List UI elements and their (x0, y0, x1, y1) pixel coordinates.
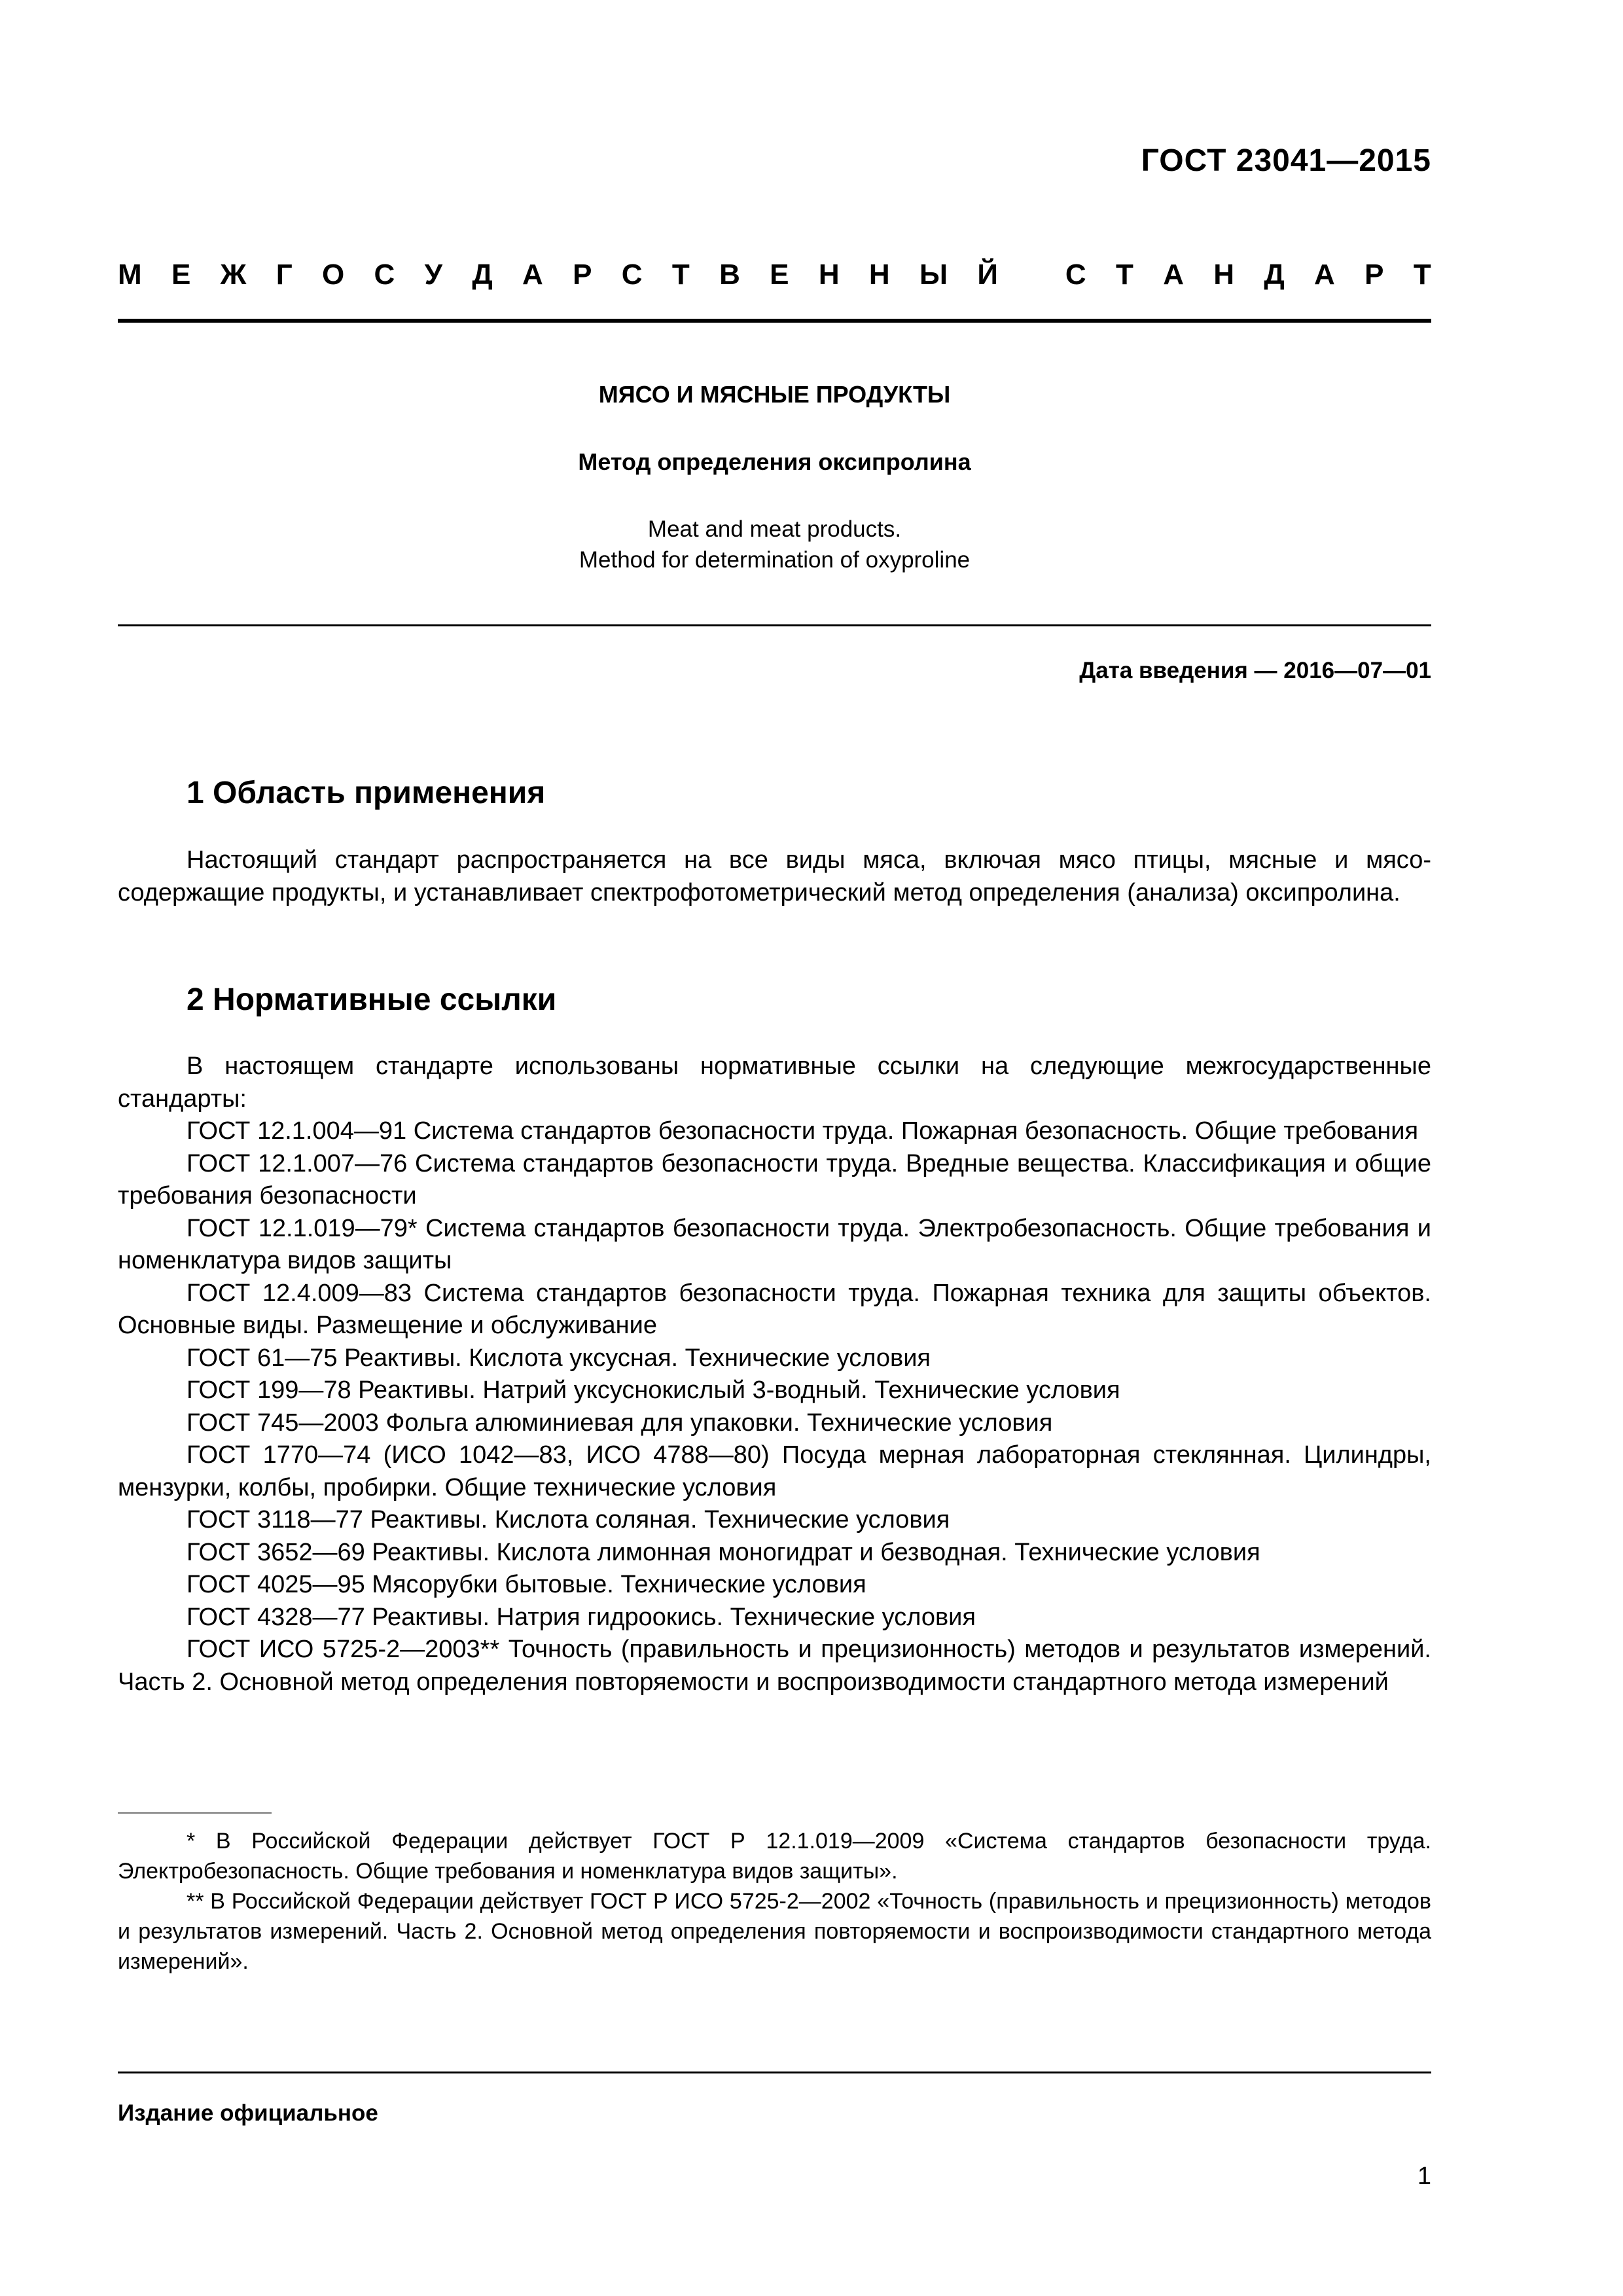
english-title (118, 514, 1431, 575)
section-2-intro: В настоящем стандарте использованы нормативные ссылки на следующие межгосударственные стандарты: (118, 1052, 1431, 1113)
standard-type-letter: Д (472, 259, 493, 291)
standard-type-letter: С (374, 259, 395, 291)
standard-type-letter: Ы (919, 259, 948, 291)
standard-type-letter: М (118, 259, 142, 291)
standard-type-letter: Т (671, 259, 690, 291)
standard-type-letter: Н (818, 259, 840, 291)
standard-type-letter: Н (1213, 259, 1235, 291)
standard-type-letter: Д (1264, 259, 1285, 291)
standard-type-letter: Н (868, 259, 890, 291)
standard-type-letter: Г (276, 259, 293, 291)
reference-item: ГОСТ ИСО 5725-2—2003** Точность (правильность и прецизионность) методов и результатов измерений. Часть 2. Основной метод определения повторяемости и воспроизводимости стандартного метода измерений (118, 1636, 1431, 1696)
document-subtitle: Метод определения оксипролина (578, 448, 971, 475)
footnotes (118, 1826, 1431, 1977)
standard-type-letter: С (621, 259, 643, 291)
standard-type-heading (118, 260, 1431, 289)
reference-item: ГОСТ 199—78 Реактивы. Натрий уксуснокислый 3-водный. Технические условия (187, 1376, 1120, 1404)
standard-type-letter: Р (573, 259, 592, 291)
introduction-date: Дата введения — 2016—07—01 (1079, 658, 1431, 683)
standard-type-letter: Р (1364, 259, 1384, 291)
footer-rule (118, 2072, 1431, 2073)
footnote-2: ** В Российской Федерации действует ГОСТ Р ИСО 5725-2—2002 «Точность (правильность и прецизионность) методов и результатов измерений. Часть 2. Основной метод определения повторяемости и воспроизводимости стандартного метода измерений». (118, 1889, 1431, 1974)
footnote-1: * В Российской Федерации действует ГОСТ Р 12.1.019—2009 «Система стандартов безопасности труда. Электробезопасность. Общие требования и номенклатура видов защиты». (118, 1829, 1431, 1884)
title-rule (118, 624, 1431, 626)
standard-type-letter: Й (977, 259, 999, 291)
reference-item: ГОСТ 12.4.009—83 Система стандартов безопасности труда. Пожарная техника для защиты объектов. Основные виды. Размещение и обслуживание (118, 1279, 1431, 1339)
standard-type-letter: А (1314, 259, 1335, 291)
reference-item: ГОСТ 4328—77 Реактивы. Натрия гидроокись. Технические условия (187, 1603, 976, 1631)
standard-type-letter: Ж (220, 259, 247, 291)
standard-type-letter: А (522, 259, 543, 291)
page-number: 1 (1417, 2162, 1431, 2190)
standard-type-letter: Е (770, 259, 789, 291)
standard-type-letter: Т (1413, 259, 1431, 291)
standard-type-letter: О (322, 259, 345, 291)
section-1-body (118, 844, 1431, 909)
reference-item: ГОСТ 61—75 Реактивы. Кислота уксусная. Технические условия (187, 1344, 931, 1372)
official-edition-label: Издание официальное (118, 2100, 378, 2126)
document-title: МЯСО И МЯСНЫЕ ПРОДУКТЫ (598, 381, 951, 408)
standard-type-letter: С (1065, 259, 1086, 291)
reference-item: ГОСТ 4025—95 Мясорубки бытовые. Технические условия (187, 1571, 866, 1598)
reference-item: ГОСТ 1770—74 (ИСО 1042—83, ИСО 4788—80) Посуда мерная лабораторная стеклянная. Цилиндры, мензурки, колбы, пробирки. Общие технические условия (118, 1441, 1431, 1501)
standard-type-letter: Е (171, 259, 191, 291)
document-number: ГОСТ 23041—2015 (1141, 143, 1431, 178)
reference-item: ГОСТ 12.1.019—79* Система стандартов безопасности труда. Электробезопасность. Общие требования и номенклатура видов защиты (118, 1214, 1431, 1274)
header-rule (118, 319, 1431, 323)
reference-item: ГОСТ 12.1.004—91 Система стандартов безопасности труда. Пожарная безопасность. Общие требования (187, 1117, 1419, 1145)
section-2-heading: 2 Нормативные ссылки (187, 982, 557, 1017)
standard-type-letter: У (424, 259, 443, 291)
footnote-separator (118, 1812, 272, 1814)
reference-item: ГОСТ 12.1.007—76 Система стандартов безопасности труда. Вредные вещества. Классификация и общие требования безопасности (118, 1149, 1431, 1210)
section-1-paragraph: Настоящий стандарт распространяется на все виды мяса, включая мясо птицы, мясные и мясо-содержащие продукты, и устанавливает спектрофотометрический метод определения (анализа) оксипролина. (118, 846, 1431, 906)
section-1-heading: 1 Область применения (187, 776, 546, 810)
reference-item: ГОСТ 3652—69 Реактивы. Кислота лимонная моногидрат и безводная. Технические условия (187, 1538, 1260, 1566)
english-title-line-1: Meat and meat products. (647, 516, 902, 542)
standard-type-letter: А (1163, 259, 1184, 291)
reference-item: ГОСТ 745—2003 Фольга алюминиевая для упаковки. Технические условия (187, 1408, 1053, 1437)
standard-type-letter: В (719, 259, 740, 291)
standard-type-letter (1027, 260, 1035, 289)
standard-type-letter: Т (1115, 259, 1133, 291)
section-2-body (118, 1050, 1431, 1698)
english-title-line-2: Method for determination of oxyproline (579, 547, 971, 573)
reference-item: ГОСТ 3118—77 Реактивы. Кислота соляная. Технические условия (187, 1506, 950, 1534)
